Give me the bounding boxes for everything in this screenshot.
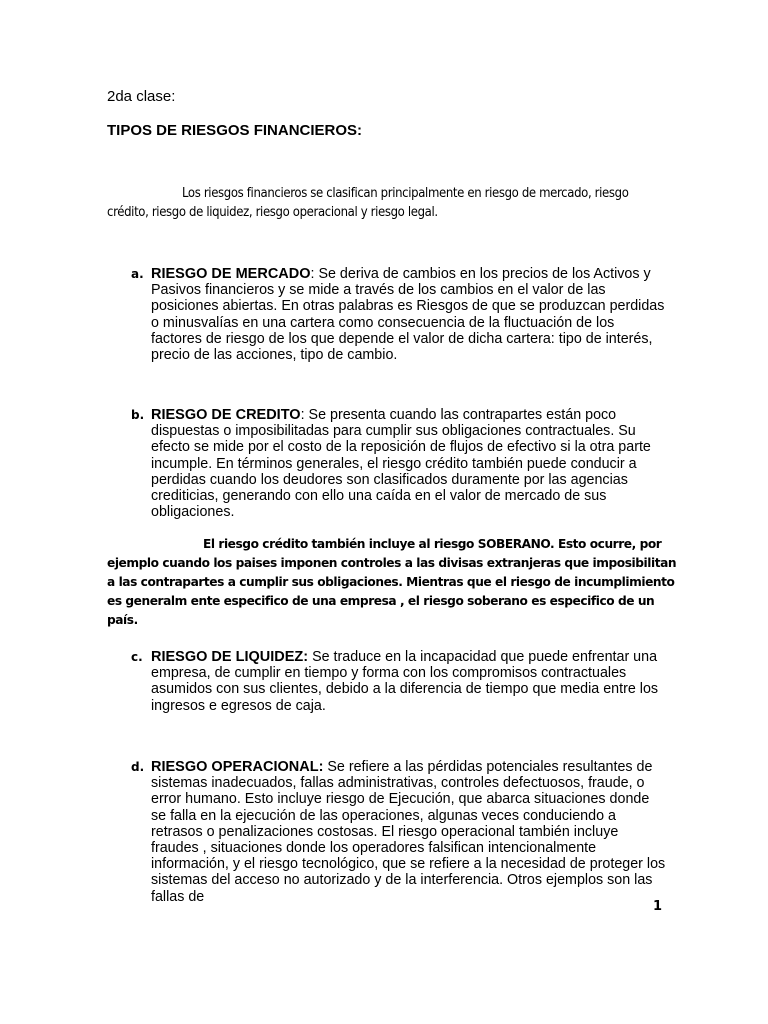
list-marker: b. — [131, 408, 145, 422]
list-item-credito — [107, 407, 667, 520]
list-item-body — [151, 649, 667, 714]
list-item-mercado — [107, 266, 667, 363]
list-item-body — [151, 266, 667, 363]
list-item-body — [151, 407, 667, 520]
list-marker: a. — [131, 267, 144, 281]
term-heading: RIESGO DE CREDITO — [151, 407, 301, 423]
list-marker: c. — [131, 650, 143, 664]
term-description: : Se deriva de cambios en los precios de los Activos y Pasivos financieros y se mide a través de los cambios en el valor de las posiciones abiertas. En otras palabras es Riesgos de que se produzcan perdidas o minusvalías en una cartera como consecuencia de la fluctuación de los factores de riesgo de los que depende el valor de dicha cartera: tipo de interés, precio de las acciones, tipo de cambio. — [151, 266, 665, 364]
list-item-body — [151, 759, 667, 905]
list-item-operacional — [107, 759, 667, 905]
term-description: Se refiere a las pérdidas potenciales resultantes de sistemas inadecuados, fallas administrativas, controles defectuosos, fraude, o error humano. Esto incluye riesgo de Ejecución, que abarca situaciones donde se falla en la ejecución de las operaciones, algunas veces conduciendo a retrasos o penalizaciones costosas. El riesgo operacional también incluye fraudes , situaciones donde los operadores falsifican intencionalmente información, y el riesgo tecnológico, que se refiere a la necesidad de proteger los sistemas del acceso no autorizado y de la interferencia. Otros ejemplos son las fallas de — [151, 759, 666, 905]
term-heading: RIESGO OPERACIONAL: — [151, 759, 324, 775]
list-item-liquidez — [107, 649, 667, 714]
page-number: 1 — [653, 899, 663, 914]
term-description: Se traduce en la incapacidad que puede enfrentar una empresa, de cumplir en tiempo y forma con los compromisos contractuales asumidos con sus clientes, debido a la diferencia de tiempo que media entre los ingresos e egresos de caja. — [151, 649, 659, 714]
term-description: : Se presenta cuando las contrapartes están poco dispuestas o imposibilitadas para cumplir sus obligaciones contractuales. Su efecto se mide por el costo de la reposición de flujos de efectivo si la otra parte incumple. En términos generales, el riesgo crédito también puede conducir a perdidas cuando los deudores son clasificados duramente por las agencias crediticias, generando con ello una caída en el valor de mercado de sus obligaciones. — [151, 407, 651, 521]
intro-paragraph: Los riesgos financieros se clasifican principalmente en riesgo de mercado, riesgo crédito, riesgo de liquidez, riesgo operacional y riesgo legal. — [107, 186, 629, 220]
term-heading: RIESGO DE LIQUIDEZ: — [151, 649, 309, 665]
term-heading: RIESGO DE MERCADO — [151, 266, 311, 282]
class-label: 2da clase: — [107, 88, 176, 105]
list-marker: d. — [131, 760, 145, 774]
soberano-paragraph: El riesgo crédito también incluye al riesgo SOBERANO. Esto ocurre, por ejemplo cuando los paises imponen controles a las divisas extranjeras que imposibilitan a las contrapartes a cumplir sus obligaciones. Mientras que el riesgo de incumplimiento es generalm ente especifico de una empresa , el riesgo soberano es especifico de un país. — [107, 537, 677, 627]
document-title: TIPOS DE RIESGOS FINANCIEROS: — [107, 122, 363, 139]
